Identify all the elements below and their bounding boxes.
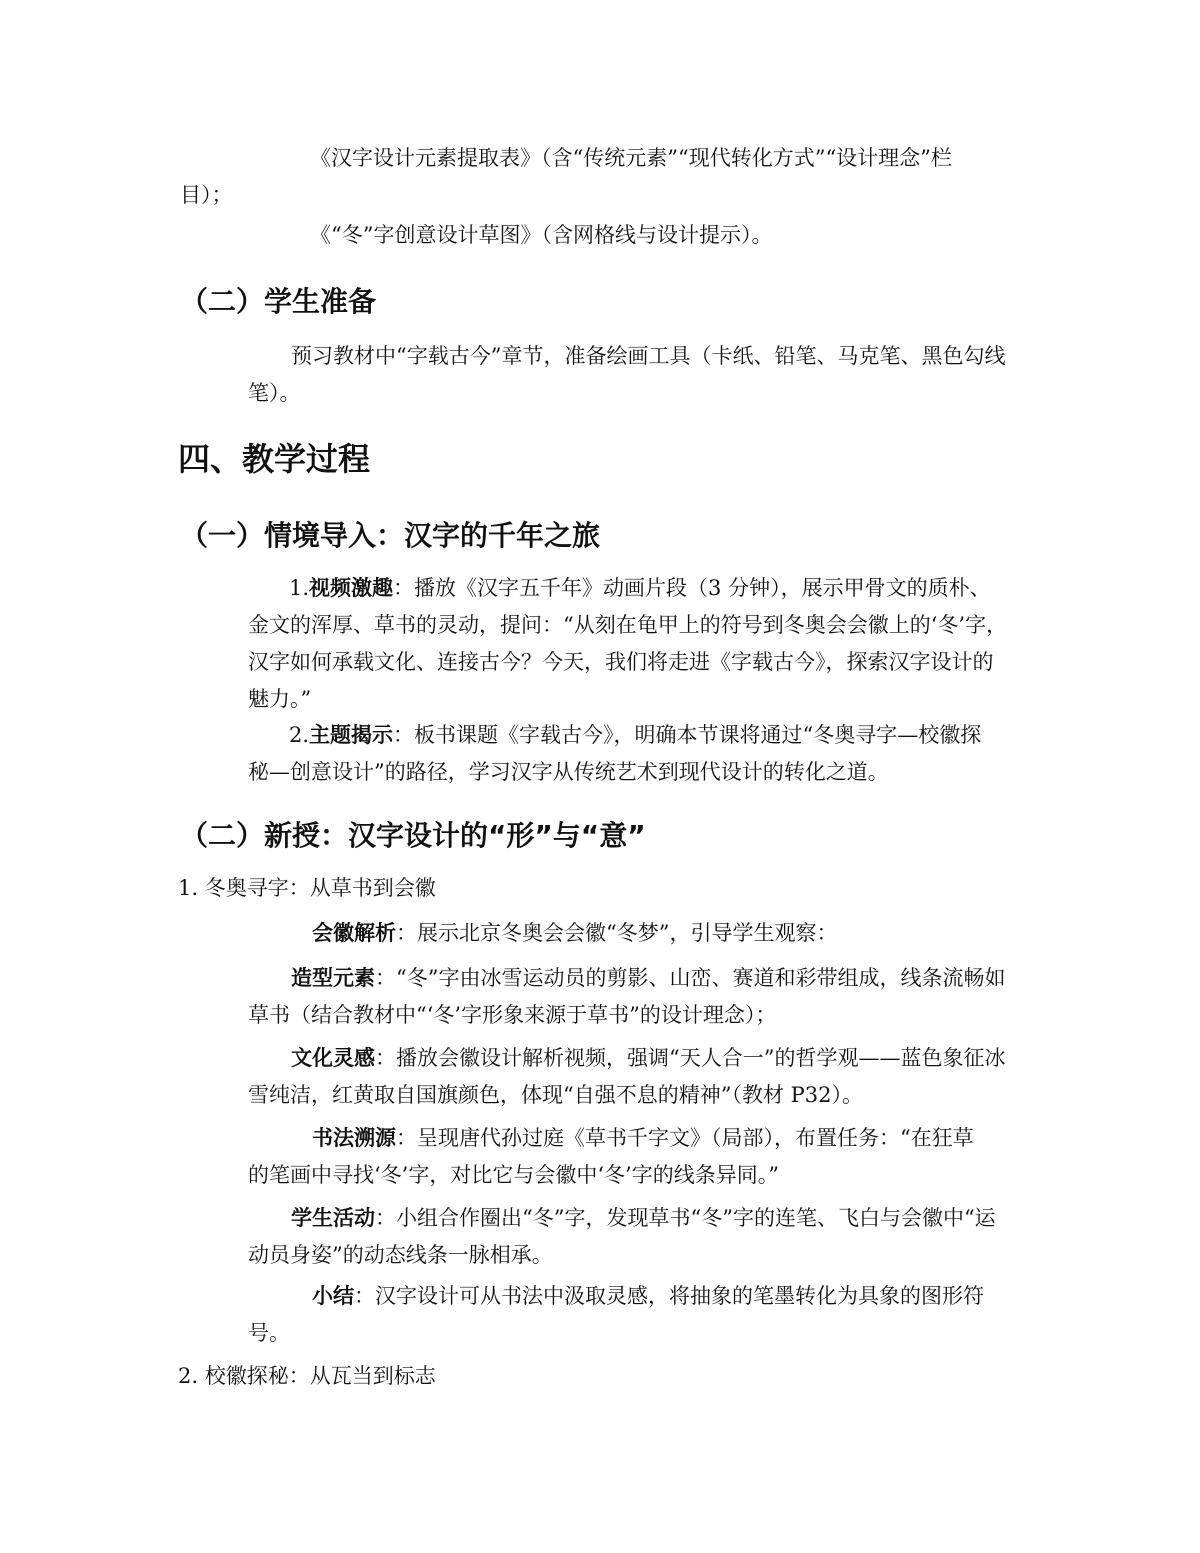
intro-item-theme xyxy=(248,717,1048,791)
shape-label: 造型元素 xyxy=(291,966,375,990)
materials-table-line1: 《汉字设计元素提取表》（含“传统元素”“现代转化方式”“设计理念”栏 xyxy=(310,146,952,170)
student-activity-paragraph: 学生活动：小组合作圈出“冬”字，发现草书“冬”字的连笔、飞白与会徽中“运 动员身姿”的动态线条一脉相承。 xyxy=(248,1206,996,1267)
calligraphy-label: 书法溯源 xyxy=(312,1126,396,1150)
student-prep-text xyxy=(248,338,1048,412)
new-lesson-heading: （二）新授：汉字设计的“形”与“意” xyxy=(180,819,646,852)
activity-label: 学生活动 xyxy=(291,1206,375,1230)
intro-item-theme-line2: 秘—创意设计”的路径，学习汉字从传统艺术到现代设计的转化之道。 xyxy=(248,760,889,784)
emblem-analysis-paragraph: 会徽解析：展示北京冬奥会会徽“冬梦”，引导学生观察： xyxy=(312,921,838,945)
section-2-title: 2. 校徽探秘：从瓦当到标志 xyxy=(178,1364,436,1388)
section-1-title: 1. 冬奥寻字：从草书到会徽 xyxy=(178,876,436,900)
calligraphy-origin-paragraph: 书法溯源：呈现唐代孙过庭《草书千字文》（局部），布置任务：“在狂草 的笔画中寻找‘冬’字，对比它与会徽中‘冬’字的线条异同。” xyxy=(248,1126,974,1187)
culture-label: 文化灵感 xyxy=(291,1046,375,1070)
item-number: 2. xyxy=(289,723,310,747)
intro-item-video-line4: 魅力。” xyxy=(248,687,312,711)
materials-sketch-item: 《“冬”字创意设计草图》（含网格线与设计提示）。 xyxy=(310,223,773,247)
intro-item-video-line3: 汉字如何承载文化、连接古今？今天，我们将走进《字载古今》，探索汉字设计的 xyxy=(248,650,994,674)
intro-item-theme-line1: 2.主题揭示：板书课题《字载古今》，明确本节课将通过“冬奥寻字—校徽探 xyxy=(289,723,982,747)
intro-item-video-line2: 金文的浑厚、草书的灵动，提问：“从刻在龟甲上的符号到冬奥会会徽上的‘冬’字， xyxy=(248,613,1008,637)
materials-table-line2: 目）； xyxy=(180,183,233,207)
student-prep-line1: 预习教材中“字载古今”章节，准备绘画工具（卡纸、铅笔、马克笔、黑色勾线 xyxy=(291,344,1006,368)
cultural-inspiration-paragraph: 文化灵感：播放会徽设计解析视频，强调“天人合一”的哲学观——蓝色象征冰 雪纯洁，红黄取自国旗颜色，体现“自强不息的精神”（教材 P32）。 xyxy=(248,1046,1006,1107)
intro-heading: （一）情境导入：汉字的千年之旅 xyxy=(180,519,601,552)
student-prep-line2: 笔）。 xyxy=(248,381,301,405)
intro-item-video xyxy=(248,570,1048,718)
teaching-process-heading: 四、教学过程 xyxy=(178,440,371,478)
summary-label: 小结 xyxy=(312,1284,354,1308)
emblem-label: 会徽解析 xyxy=(312,921,396,945)
shape-elements-paragraph: 造型元素：“冬”字由冰雪运动员的剪影、山峦、赛道和彩带组成，线条流畅如 草书（结合教材中“‘冬’字形象来源于草书”的设计理念）； xyxy=(248,966,1006,1027)
summary-paragraph: 小结：汉字设计可从书法中汲取灵感，将抽象的笔墨转化为具象的图形符 号。 xyxy=(248,1284,984,1345)
materials-table-item xyxy=(180,140,1060,214)
theme-label: 主题揭示 xyxy=(309,723,394,747)
student-prep-heading: （二）学生准备 xyxy=(180,285,377,318)
item-number: 1. xyxy=(289,576,310,600)
video-label: 视频激趣 xyxy=(309,576,394,600)
intro-item-video-line1: 1.视频激趣：播放《汉字五千年》动画片段（3 分钟），展示甲骨文的质朴、 xyxy=(289,576,991,600)
